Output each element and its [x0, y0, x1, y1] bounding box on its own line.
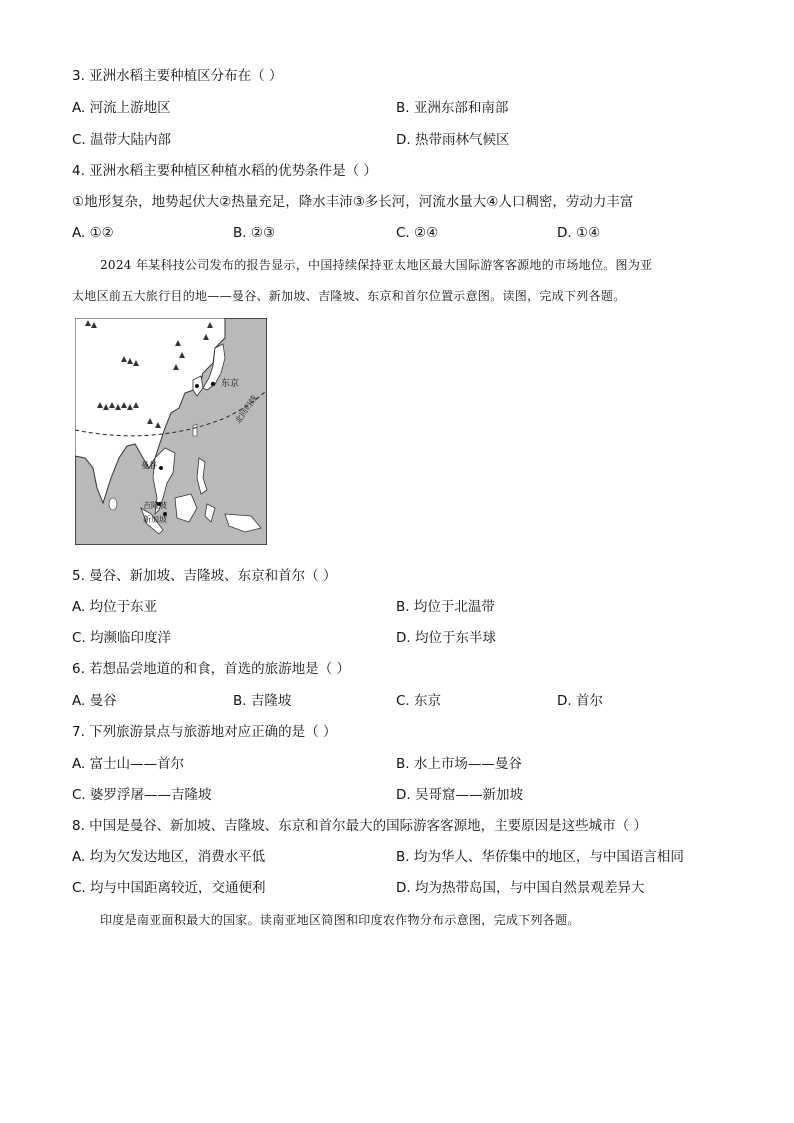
q6-option-d: D. 首尔	[557, 693, 603, 709]
q4-option-c: C. ②④	[396, 225, 439, 241]
q5-option-c: C. 均濒临印度洋	[72, 630, 172, 646]
q5-stem: 5. 曼谷、新加坡、吉隆坡、东京和首尔（ ）	[72, 568, 337, 584]
label-tokyo: 东京	[221, 379, 240, 389]
q3-option-a: A. 河流上游地区	[72, 100, 171, 116]
intro-paragraph-line2: 太地区前五大旅行目的地——曼谷、新加坡、吉隆坡、东京和首尔位置示意图。读图，完成下列各题。	[72, 289, 626, 303]
q8-option-a: A. 均为欠发达地区，消费水平低	[72, 849, 266, 865]
q7-option-b: B. 水上市场——曼谷	[396, 756, 522, 772]
q7-stem: 7. 下列旅游景点与旅游地对应正确的是（ ）	[72, 724, 337, 740]
q4-option-d: D. ①④	[557, 225, 601, 241]
asia-pacific-map	[75, 318, 267, 545]
q7-option-a: A. 富士山——首尔	[72, 756, 185, 772]
q8-option-b: B. 均为华人、华侨集中的地区，与中国语言相同	[396, 849, 684, 865]
bangkok-dot	[159, 466, 163, 470]
q4-option-b: B. ②③	[233, 225, 276, 241]
q3-option-d: D. 热带雨林气候区	[396, 132, 510, 148]
q6-option-a: A. 曼谷	[72, 693, 117, 709]
intro-paragraph-line1: 2024 年某科技公司发布的报告显示，中国持续保持亚太地区最大国际游客客源地的市场地位。图为亚	[100, 258, 653, 272]
q6-option-c: C. 东京	[396, 693, 442, 709]
q4-conditions: ①地形复杂，地势起伏大②热量充足，降水丰沛③多长河，河流水量大④人口稠密，劳动力丰富	[72, 194, 634, 210]
q3-option-b: B. 亚洲东部和南部	[396, 100, 509, 116]
label-bangkok: 曼谷	[141, 461, 157, 470]
q8-option-c: C. 均与中国距离较近，交通便利	[72, 880, 266, 896]
q5-option-a: A. 均位于东亚	[72, 599, 158, 615]
q4-option-a: A. ①②	[72, 225, 114, 241]
seoul-dot	[195, 384, 199, 388]
label-singapore: 新加坡	[143, 515, 167, 524]
q8-option-d: D. 均为热带岛国，与中国自然景观差异大	[396, 880, 645, 896]
q5-option-b: B. 均位于北温带	[396, 599, 495, 615]
q3-stem: 3. 亚洲水稻主要种植区分布在（ ）	[72, 68, 283, 84]
q8-stem: 8. 中国是曼谷、新加坡、吉隆坡、东京和首尔最大的国际游客客源地，主要原因是这些城市（ ）	[72, 818, 647, 834]
q4-stem: 4. 亚洲水稻主要种植区种植水稻的优势条件是（ ）	[72, 163, 377, 179]
q7-option-c: C. 婆罗浮屠——吉隆坡	[72, 787, 212, 803]
q7-option-d: D. 吴哥窟——新加坡	[396, 787, 523, 803]
q3-option-c: C. 温带大陆内部	[72, 132, 172, 148]
intro-paragraph-india: 印度是南亚面积最大的国家。读南亚地区简图和印度农作物分布示意图，完成下列各题。	[100, 913, 580, 927]
q6-option-b: B. 吉隆坡	[233, 693, 292, 709]
q6-stem: 6. 若想品尝地道的和食，首选的旅游地是（ ）	[72, 661, 350, 677]
q5-option-d: D. 均位于东半球	[396, 630, 496, 646]
label-tropic: 北回归线	[233, 393, 260, 426]
tokyo-dot	[211, 382, 215, 386]
label-kuala-lumpur: 吉隆坡	[143, 501, 167, 510]
